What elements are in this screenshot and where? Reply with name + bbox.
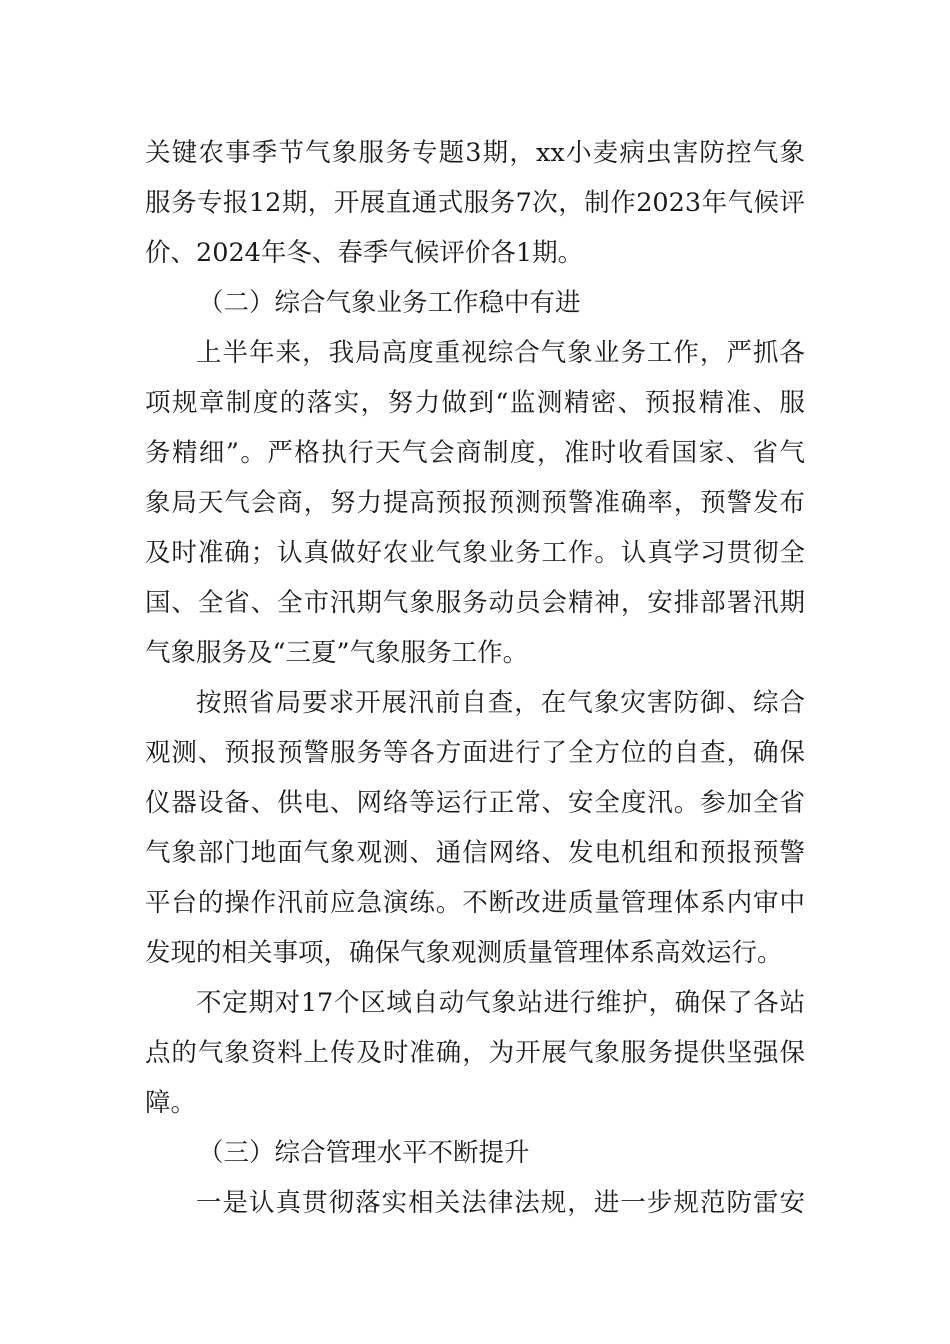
text-line: 观测、预报预警服务等各方面进行了全方位的自查，确保: [145, 738, 805, 768]
text-line: 项规章制度的落实，努力做到“监测精密、预报精准、服: [145, 388, 805, 418]
text-line: 气象服务及“三夏”气象服务工作。: [145, 638, 529, 668]
text-line: 价、2024年冬、春季气候评价各1期。: [145, 238, 584, 268]
text-line: 服务专报12期，开展直通式服务7次，制作2023年气候评: [145, 188, 805, 218]
text-line: 障。: [145, 1088, 197, 1118]
text-line: 一是认真贯彻落实相关法律法规，进一步规范防雷安: [196, 1188, 805, 1218]
text-line: 及时准确；认真做好农业气象业务工作。认真学习贯彻全: [145, 538, 805, 568]
text-line: 发现的相关事项，确保气象观测质量管理体系高效运行。: [145, 938, 783, 968]
text-line: 仪器设备、供电、网络等运行正常、安全度汛。参加全省: [145, 788, 805, 818]
text-line: 点的气象资料上传及时准确，为开展气象服务提供坚强保: [145, 1038, 805, 1068]
text-line: 按照省局要求开展汛前自查，在气象灾害防御、综合: [196, 688, 805, 718]
text-line: 关键农事季节气象服务专题3期，xx小麦病虫害防控气象: [145, 138, 805, 168]
text-line: 务精细”。严格执行天气会商制度，准时收看国家、省气: [145, 438, 805, 468]
text-line: 平台的操作汛前应急演练。不断改进质量管理体系内审中: [145, 888, 805, 918]
section-heading-3: （三）综合管理水平不断提升: [198, 1138, 530, 1168]
text-line: 上半年来，我局高度重视综合气象业务工作，严抓各: [196, 338, 805, 368]
text-line: 象局天气会商，努力提高预报预测预警准确率，预警发布: [145, 488, 805, 518]
text-line: 不定期对17个区域自动气象站进行维护，确保了各站: [196, 988, 805, 1018]
text-line: 气象部门地面气象观测、通信网络、发电机组和预报预警: [145, 838, 805, 868]
text-line: 国、全省、全市汛期气象服务动员会精神，安排部署汛期: [145, 588, 805, 618]
section-heading-2: （二）综合气象业务工作稳中有进: [198, 288, 581, 318]
